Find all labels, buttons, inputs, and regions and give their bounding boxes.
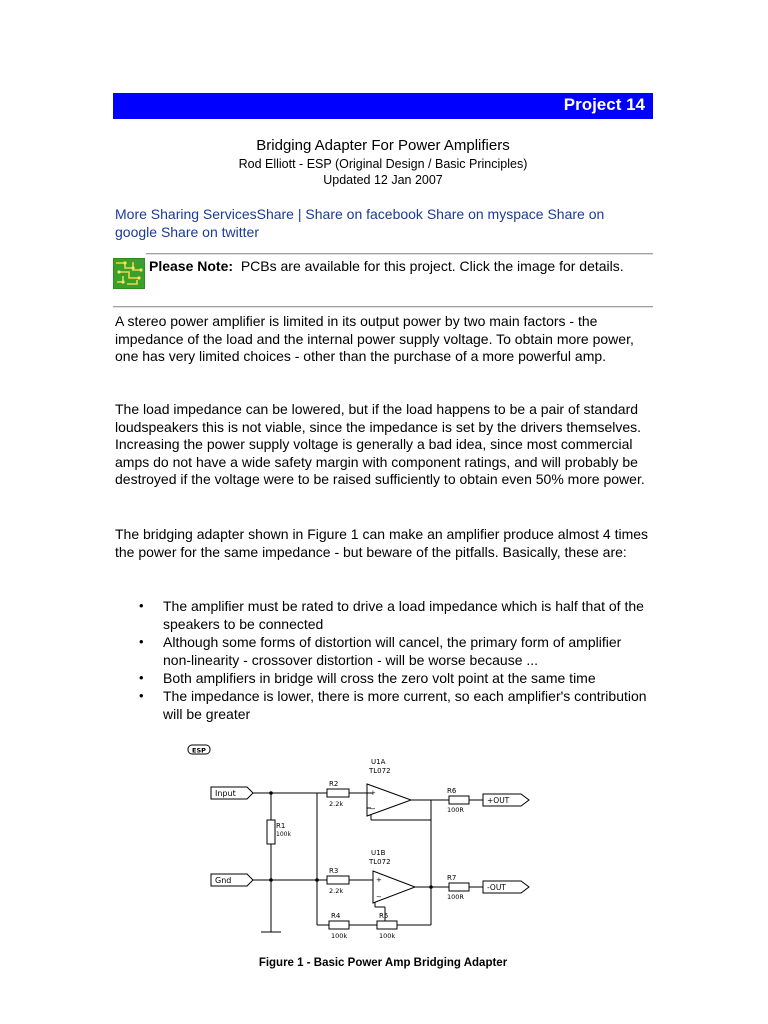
junction-dots: [269, 791, 433, 927]
list-item: • The impedance is lower, there is more current, so each amplifier's contribution will be greater: [113, 687, 653, 723]
u1b-minus: −: [376, 893, 382, 901]
figure-caption: Figure 1 - Basic Power Amp Bridging Adapter: [258, 957, 508, 969]
note-label: Please Note:: [149, 258, 234, 274]
u1a-minus: −: [370, 805, 376, 813]
paragraph-2: The load impedance can be lowered, but if the load happens to be a pair of standard loudspeakers this is not viable, since the impedance is set by the drivers themselves. Increasing the power supply voltage is generally a bad idea, since most commercial amps do not have a wide safety margin with component ratings, and will probably be destroyed if the voltage were to be raised sufficiently to obtain even 50% more power.: [115, 401, 645, 487]
u1b-plus: +: [376, 876, 382, 884]
pcb-note: [113, 258, 653, 289]
esp-logo-text: ESP: [192, 746, 206, 755]
article-updated: Updated 12 Jan 2007: [323, 173, 443, 187]
pos-out-label: +OUT: [487, 796, 510, 805]
list-item: • Although some forms of distortion will cancel, the primary form of amplifier non-linearity - crossover distortion - will be worse because ...: [113, 633, 653, 669]
schematic-figure: [185, 742, 545, 957]
project-banner: [113, 93, 653, 119]
pcb-image-icon[interactable]: [113, 258, 145, 289]
r4-value: 100k: [331, 932, 348, 940]
paragraph-1: A stereo power amplifier is limited in its output power by two main factors - the impedance of the load and the internal power supply voltage. To obtain more power, one has very limited choices - other than the purchase of a more powerful amp.: [115, 313, 634, 364]
r5-label: R5: [379, 912, 389, 920]
r7-value: 100R: [447, 893, 464, 901]
r5-value: 100k: [379, 932, 396, 940]
u1a-type: TL072: [369, 767, 391, 775]
share-separator: |: [293, 206, 306, 222]
r3-label: R3: [329, 867, 339, 875]
list-item: • Both amplifiers in bridge will cross the zero volt point at the same time: [113, 669, 653, 687]
u1a-name: U1A: [371, 758, 386, 766]
r4-label: R4: [331, 912, 341, 920]
u1b-type: TL072: [369, 858, 391, 866]
esp-logo: [188, 745, 210, 755]
paragraph-3: The bridging adapter shown in Figure 1 can make an amplifier produce almost 4 times the power for the same impedance - but beware of the pitfalls. Basically, these are:: [115, 526, 649, 560]
r2-label: R2: [329, 780, 339, 788]
r6-value: 100R: [447, 806, 464, 814]
neg-out-label: -OUT: [487, 883, 506, 892]
r7-label: R7: [447, 874, 457, 882]
share-myspace-link[interactable]: Share on myspace: [426, 206, 544, 222]
share-facebook-link[interactable]: Share on facebook: [305, 206, 423, 222]
pitfalls-list: [113, 597, 653, 723]
share-links: [115, 205, 645, 241]
share-twitter-link[interactable]: Share on twitter: [160, 224, 259, 240]
divider-top: [146, 253, 653, 255]
r1-value: 100k: [276, 831, 291, 838]
project-label: Project 14: [563, 95, 645, 114]
r1-label: R1: [276, 822, 286, 830]
r2-value: 2.2k: [329, 800, 344, 808]
u1b-name: U1B: [371, 849, 386, 857]
article-author: Rod Elliott - ESP (Original Design / Basic Principles): [238, 157, 528, 171]
gnd-label: Gnd: [215, 876, 232, 885]
list-item: • The amplifier must be rated to drive a load impedance which is half that of the speakers to be connected: [113, 597, 653, 633]
note-text: PCBs are available for this project. Click the image for details.: [240, 258, 624, 274]
more-sharing-link[interactable]: More Sharing ServicesShare: [115, 206, 294, 222]
u1a-plus: +: [370, 789, 376, 797]
r6-label: R6: [447, 787, 457, 795]
divider-bottom: [113, 306, 653, 308]
share-google-link[interactable]: Share on google: [115, 206, 605, 240]
r3-value: 2.2k: [329, 887, 344, 895]
article-title: Bridging Adapter For Power Amplifiers: [256, 137, 510, 154]
input-label: Input: [215, 789, 236, 798]
